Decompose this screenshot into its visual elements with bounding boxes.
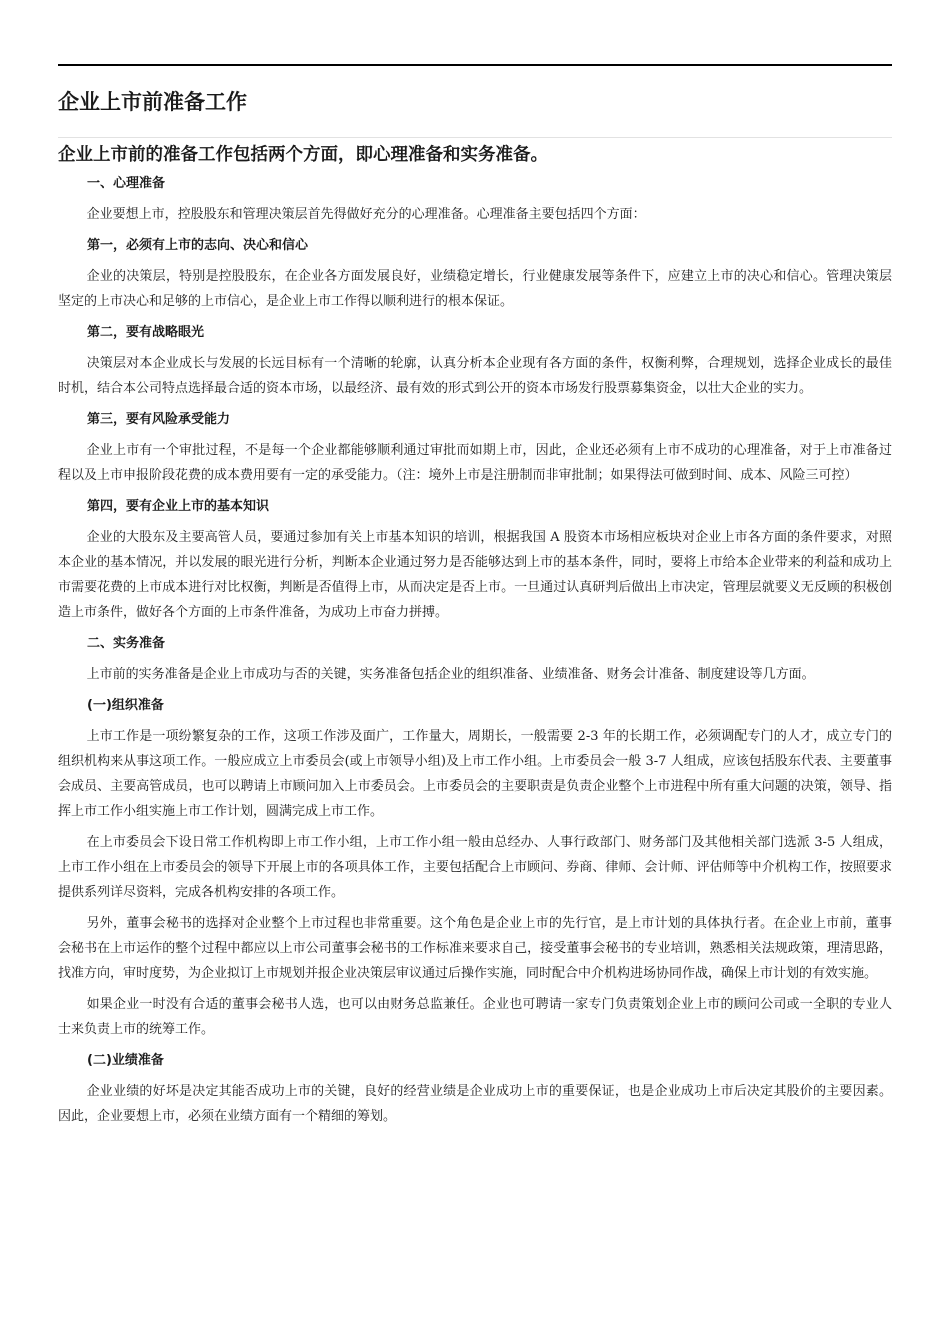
paragraph-organization-3: 另外，董事会秘书的选择对企业整个上市过程也非常重要。这个角色是企业上市的先行官，是上市计划的具体执行者。在企业上市前，董事会秘书在上市运作的整个过程中都应以上市公司董事会秘书的工作标准来要求自己，接受董事会秘书的专业培训，熟悉相关法规政策，理清思路，找准方向，审时度势，为企业拟订上市规划并报企业决策层审议通过后操作实施，同时配合中介机构进场协同作战，确保上市计划的有效实施。 <box>58 916 892 981</box>
paragraph-organization-2: 在上市委员会下设日常工作机构即上市工作小组，上市工作小组一般由总经办、人事行政部门、财务部门及其他相关部门选派 3-5 人组成，上市工作小组在上市委员会的领导下开展上市的各项具体工作，主要包括配合上市顾问、券商、律师、会计师、评估师等中介机构工作，按照要求提供系列详尽资料，完成各机构安排的各项工作。 <box>58 835 892 900</box>
document-subtitle: 企业上市前的准备工作包括两个方面，即心理准备和实务准备。 <box>58 145 548 165</box>
paragraph-psychological-intro: 企业要想上市，控股股东和管理决策层首先得做好充分的心理准备。心理准备主要包括四个方面： <box>86 207 646 222</box>
subheading-organization: (一)组织准备 <box>87 698 164 713</box>
subheading-performance: (二)业绩准备 <box>87 1053 164 1068</box>
document-body <box>58 171 892 1135</box>
paragraph-organization-4: 如果企业一时没有合适的董事会秘书人选，也可以由财务总监兼任。企业也可聘请一家专门负责策划企业上市的顾问公司或一全职的专业人士来负责上市的统筹工作。 <box>58 997 892 1037</box>
paragraph-risk-tolerance: 企业上市有一个审批过程，不是每一个企业都能够顺利通过审批而如期上市，因此，企业还必须有上市不成功的心理准备，对于上市准备过程以及上市申报阶段花费的成本费用要有一定的承受能力。（注：境外上市是注册制而非审批制；如果得法可做到时间、成本、风险三可控） <box>58 443 892 483</box>
document-title: 企业上市前准备工作 <box>58 90 247 114</box>
paragraph-performance-1: 企业业绩的好坏是决定其能否成功上市的关键，良好的经营业绩是企业成功上市的重要保证，也是企业成功上市后决定其股价的主要因素。因此，企业要想上市，必须在业绩方面有一个精细的筹划。 <box>58 1084 892 1124</box>
title-divider <box>58 137 892 138</box>
paragraph-ambition: 企业的决策层，特别是控股股东，在企业各方面发展良好，业绩稳定增长，行业健康发展等条件下，应建立上市的决心和信心。管理决策层坚定的上市决心和足够的上市信心，是企业上市工作得以顺利进行的根本保证。 <box>58 269 892 309</box>
section-heading-psychological: 一、心理准备 <box>87 176 166 191</box>
paragraph-strategic-vision: 决策层对本企业成长与发展的长远目标有一个清晰的轮廓，认真分析本企业现有各方面的条件，权衡利弊，合理规划，选择企业成长的最佳时机，结合本公司特点选择最合适的资本市场，以最经济、最有效的形式到公开的资本市场发行股票募集资金，以壮大企业的实力。 <box>58 356 892 396</box>
top-rule <box>58 64 892 66</box>
subheading-strategic-vision: 第二，要有战略眼光 <box>87 325 205 340</box>
subheading-ambition: 第一，必须有上市的志向、决心和信心 <box>87 238 309 253</box>
paragraph-practical-intro: 上市前的实务准备是企业上市成功与否的关键，实务准备包括企业的组织准备、业绩准备、财务会计准备、制度建设等几方面。 <box>86 667 815 682</box>
subheading-risk-tolerance: 第三，要有风险承受能力 <box>87 412 231 427</box>
section-heading-practical: 二、实务准备 <box>87 636 166 651</box>
paragraph-organization-1: 上市工作是一项纷繁复杂的工作，这项工作涉及面广，工作量大，周期长，一般需要 2-3 年的长期工作，必须调配专门的人才，成立专门的组织机构来从事这项工作。一般应成立上市委员会(或上市领导小组)及上市工作小组。上市委员会一般 3-7 人组成，应该包括股东代表、主要董事会成员、主要高管成员，也可以聘请上市顾问加入上市委员会。上市委员会的主要职责是负责企业整个上市进程中所有重大问题的决策，领导、指挥上市工作小组实施上市工作计划，圆满完成上市工作。 <box>58 729 892 819</box>
subheading-basic-knowledge: 第四，要有企业上市的基本知识 <box>87 499 270 514</box>
paragraph-basic-knowledge: 企业的大股东及主要高管人员，要通过参加有关上市基本知识的培训，根据我国 A 股资本市场相应板块对企业上市各方面的条件要求，对照本企业的基本情况，并以发展的眼光进行分析，判断本企业通过努力是否能够达到上市的基本条件，同时，要将上市给本企业带来的利益和成功上市需要花费的上市成本进行对比权衡，判断是否值得上市，从而决定是否上市。一旦通过认真研判后做出上市决定，管理层就要义无反顾的积极创造上市条件，做好各个方面的上市条件准备，为成功上市奋力拼搏。 <box>58 530 892 620</box>
